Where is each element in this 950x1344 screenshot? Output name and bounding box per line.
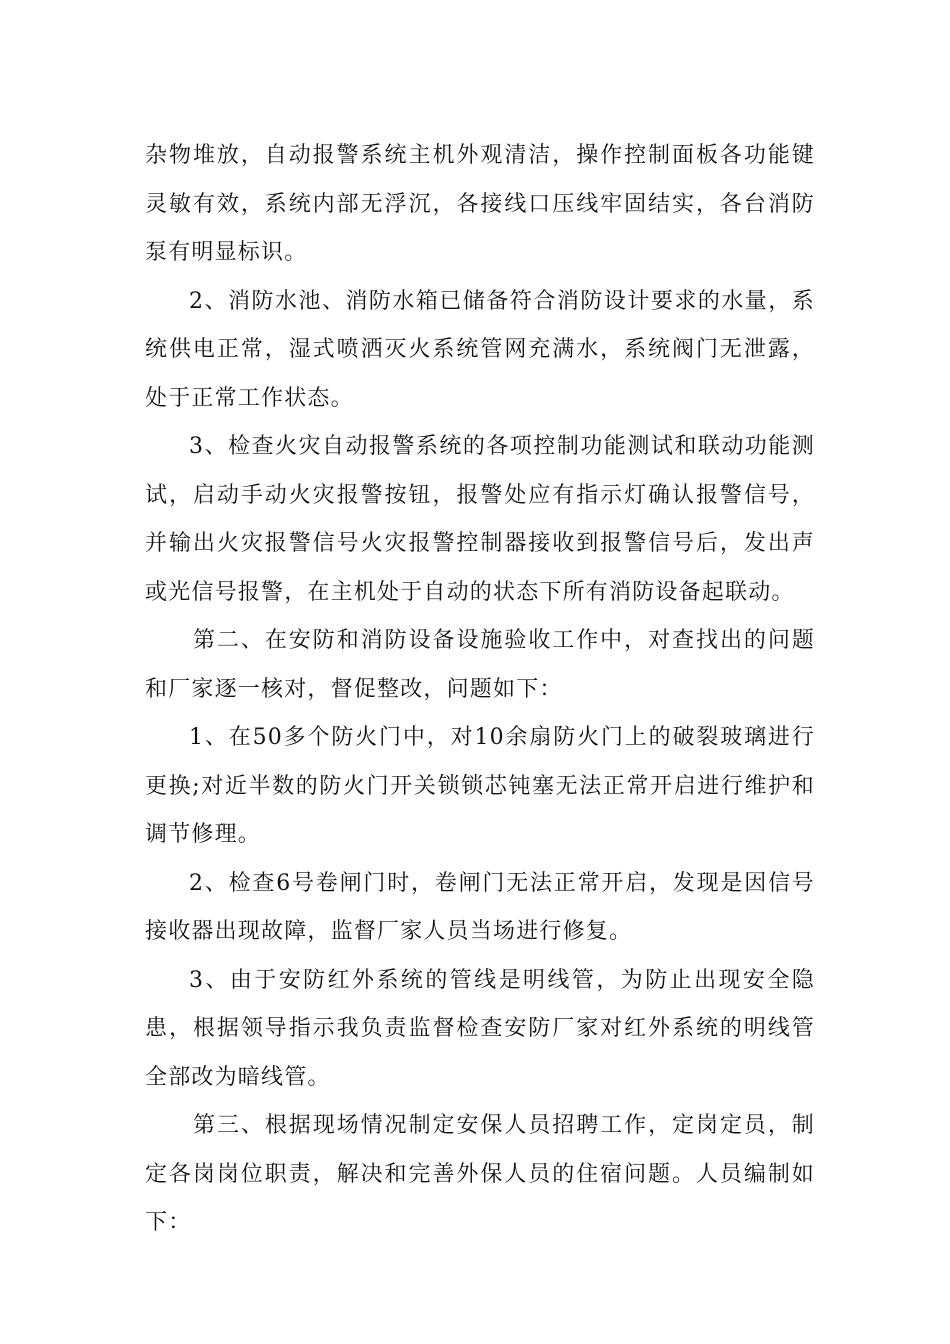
paragraph-item-1-fire-doors: 1、在50多个防火门中，对10余扇防火门上的破裂玻璃进行更换;对近半数的防火门开关锁锁芯钝塞无法正常开启进行维护和调节修理。 — [145, 725, 815, 847]
paragraph-item-3-alarm: 3、检查火灾自动报警系统的各项控制功能测试和联动功能测试，启动手动火灾报警按钮，报警处应有指示灯确认报警信号，并输出火灾报警信号火灾报警控制器接收到报警信号后，发出声或光信号报警，在主机处于自动的状态下所有消防设备起联动。 — [145, 434, 815, 605]
paragraph-continuation: 杂物堆放，自动报警系统主机外观清洁，操作控制面板各功能键灵敏有效，系统内部无浮沉，各接线口压线牢固结实，各台消防泵有明显标识。 — [145, 143, 815, 265]
paragraph-item-2-water: 2、消防水池、消防水箱已储备符合消防设计要求的水量，系统供电正常，湿式喷洒灭火系统管网充满水，系统阀门无泄露，处于正常工作状态。 — [145, 288, 815, 411]
paragraph-item-3-infrared: 3、由于安防红外系统的管线是明线管，为防止出现安全隐患，根据领导指示我负责监督检查安防厂家对红外系统的明线管全部改为暗线管。 — [145, 967, 815, 1090]
paragraph-section-three: 第三、根据现场情况制定安保人员招聘工作，定岗定员，制定各岗岗位职责，解决和完善外保人员的住宿问题。人员编制如下： — [145, 1113, 815, 1235]
document-body — [145, 132, 815, 1248]
paragraph-item-2-roller-door: 2、检查6号卷闸门时，卷闸门无法正常开启，发现是因信号接收器出现故障，监督厂家人员当场进行修复。 — [145, 870, 815, 944]
paragraph-section-two: 第二、在安防和消防设备设施验收工作中，对查找出的问题和厂家逐一核对，督促整改，问题如下： — [145, 628, 815, 702]
